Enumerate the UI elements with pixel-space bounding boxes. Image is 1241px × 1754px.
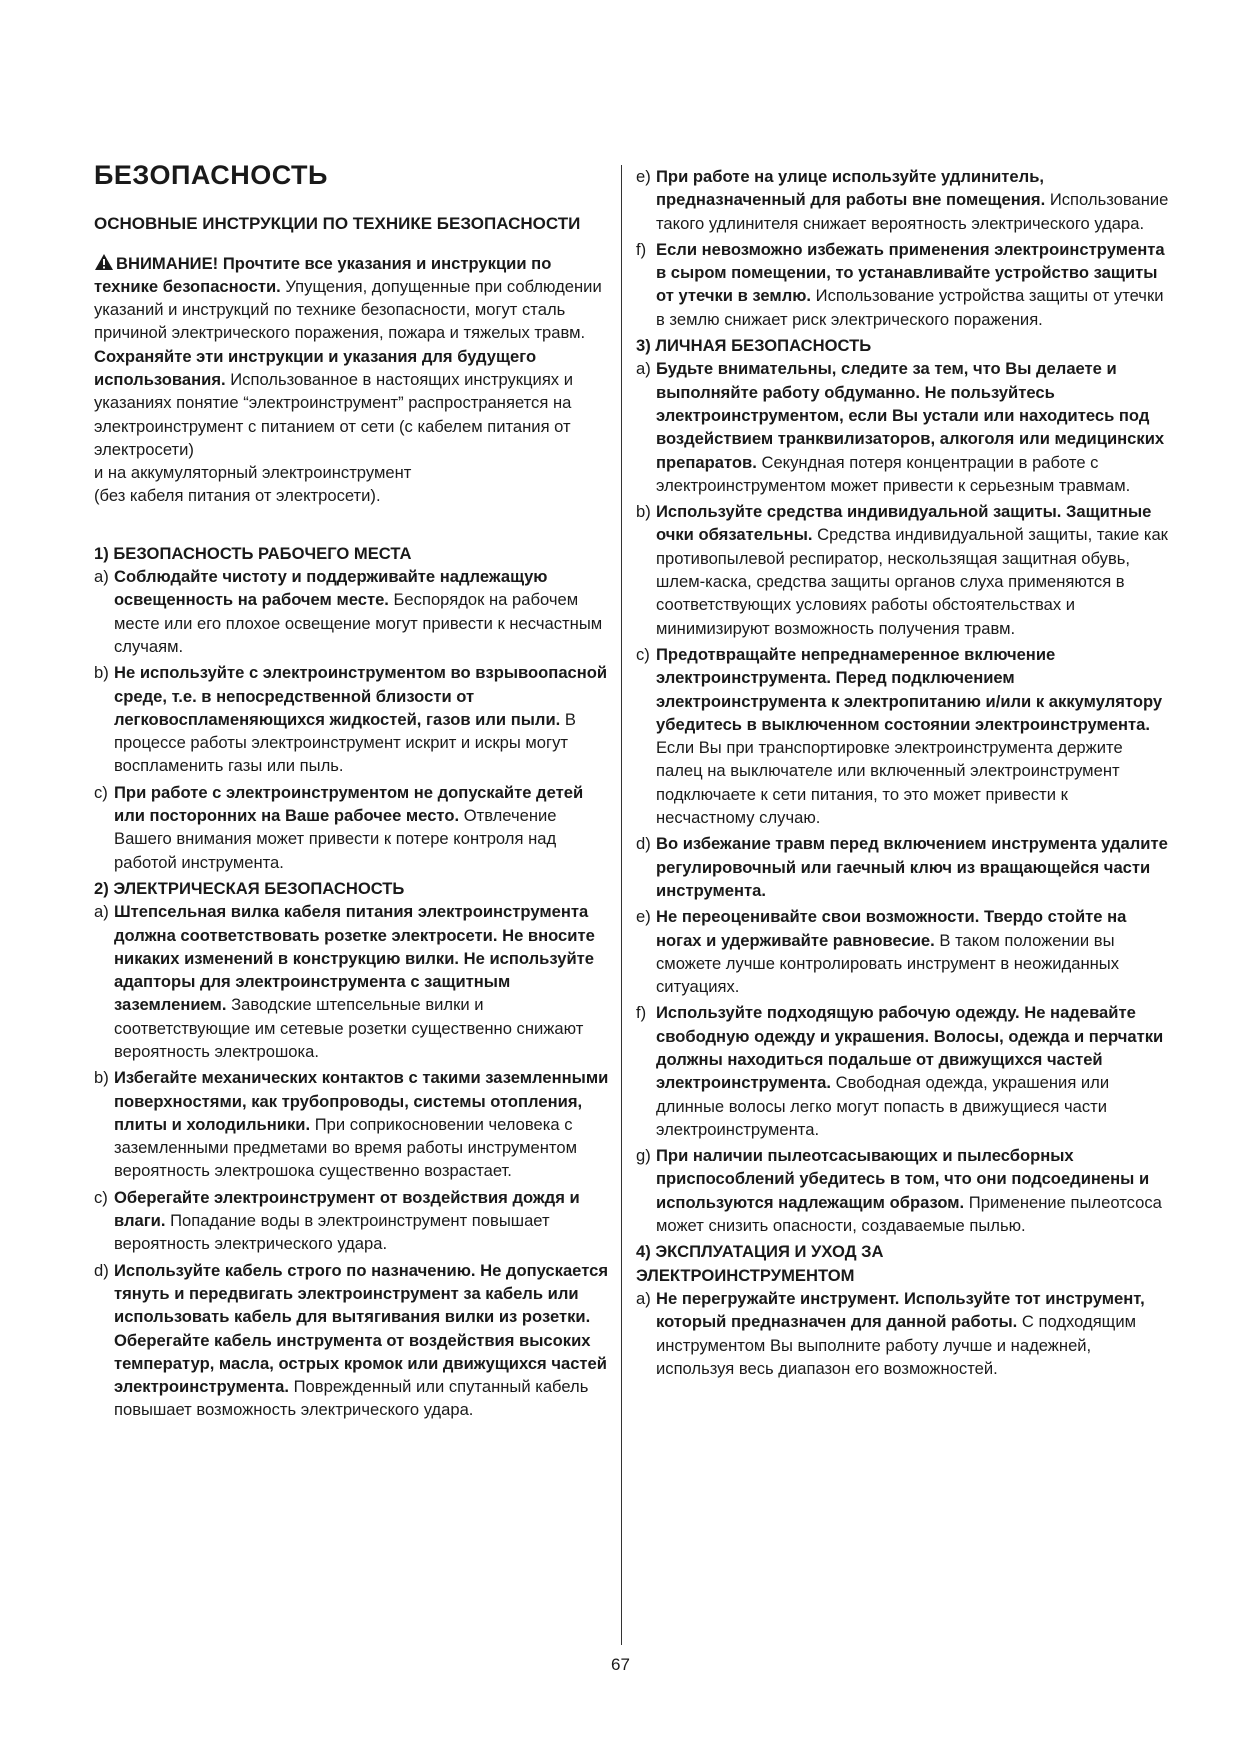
warning-icon: [94, 253, 114, 271]
item-bold: Штепсельная вилка кабеля питания электроинструмента должна соответствовать розетке электросети. Не вносите никаких изменений в конструкцию вилки. Не используйте адапторы для электроинструмента с защитным заземлением.: [114, 902, 595, 1015]
item-bold: Не перегружайте инструмент. Используйте тот инструмент, который предназначен для данной работы.: [656, 1288, 1145, 1332]
intro-bold: Сохраняйте эти инструкции и указания для будущего использования.: [94, 346, 537, 389]
section-title-line: ЭЛЕКТРОИНСТРУМЕНТОМ: [636, 1265, 855, 1285]
list-item: [94, 1186, 612, 1256]
item-text: Поврежденный или спутанный кабель повышает возможность электрического удара.: [114, 1377, 589, 1420]
item-bold: Используйте кабель строго по назначению. Не допускается тянуть и передвигать электроинструмент за кабель или использовать кабель для вытягивания вилки из розетки. Оберегайте кабель инструмента от воздействия высоких температур, масла, острых кромок или движущихся частей электроинструмента.: [114, 1260, 609, 1397]
warning-intro: [94, 252, 612, 508]
item-label: c): [94, 782, 108, 802]
section-title: 1) БЕЗОПАСНОСТЬ РАБОЧЕГО МЕСТА: [94, 543, 412, 563]
item-text: С подходящим инструментом Вы выполните работу лучше и надежней, используя весь диапазон его возможностей.: [656, 1312, 1137, 1378]
page-number: 67: [611, 1655, 630, 1674]
item-text: Заводские штепсельные вилки и соответствующие им сетевые розетки существенно снижают вероятность электрошока.: [114, 995, 584, 1061]
item-text: Свободная одежда, украшения или длинные волосы легко могут попасть в движущиеся части электроинструмента.: [656, 1073, 1110, 1139]
item-label: e): [636, 907, 651, 927]
list-item: [636, 905, 1170, 998]
section-title-line: 4) ЭКСПЛУАТАЦИЯ И УХОД ЗА: [636, 1242, 884, 1262]
list-item: [636, 500, 1170, 640]
intro-text: и на аккумуляторный электроинструмент: [94, 463, 412, 483]
item-bold: Будьте внимательны, следите за тем, что Вы делаете и выполняйте работу обдуманно. Не пользуйтесь электроинструментом, если Вы устали или находитесь под воздействием транквилизаторов, алкоголя или медицинских препаратов.: [656, 359, 1165, 472]
item-text: Использование устройства защиты от утечки в землю снижает риск электрического поражения.: [656, 286, 1164, 329]
list-item: [94, 661, 612, 777]
intro-text: Упущения, допущенные при соблюдении указаний и инструкций по технике безопасности, могут сталь причиной электрического поражения, пожара и тяжелых травм.: [94, 276, 602, 343]
item-text: В процессе работы электроинструмент искрит и искры могут воспламенить газы или пыль.: [114, 709, 576, 776]
item-bold: Избегайте механических контактов с такими заземленными поверхностями, как трубопроводы, системы отопления, плиты и холодильники.: [114, 1068, 609, 1134]
item-text: Средства индивидуальной защиты, такие как противопылевой респиратор, нескользящая защитная обувь, шлем-каска, средства защиты органов слуха применяются в соответствующих условиях работы обстоятельствах и минимизируют возможность получения травм.: [656, 525, 1168, 638]
item-text: В таком положении вы сможете лучше контролировать инструмент в неожиданных ситуациях.: [656, 930, 1120, 997]
item-bold: Если невозможно избежать применения электроинструмента в сыром помещении, то устанавливайте устройство защиты от утечки в землю.: [656, 239, 1165, 306]
item-bold: Используйте средства индивидуальной защиты. Защитные очки обязательны.: [656, 502, 1152, 545]
item-bold: Оберегайте электроинструмент от воздействия дождя и влаги.: [114, 1187, 580, 1231]
list-item: [94, 900, 612, 1063]
item-label: c): [636, 644, 650, 664]
list-item: [636, 1001, 1170, 1141]
item-label: c): [94, 1187, 108, 1207]
list-item: [94, 781, 612, 874]
warning-bold: ВНИМАНИЕ! Прочтите все указания и инструкции по технике безопасности.: [94, 253, 552, 296]
item-text: Использование такого удлинителя снижает вероятность электрического удара.: [656, 190, 1169, 233]
left-column: [94, 212, 612, 1425]
list-item: [636, 643, 1170, 829]
item-label: a): [94, 902, 109, 922]
list-item: [94, 1259, 612, 1422]
item-text: Попадание воды в электроинструмент повышает вероятность электрического удара.: [114, 1211, 550, 1254]
item-text: Секундная потеря концентрации в работе с электроинструментом может привести к серьезным травмам.: [656, 452, 1131, 495]
list-item: [636, 832, 1170, 902]
section-title: 3) ЛИЧНАЯ БЕЗОПАСНОСТЬ: [636, 336, 872, 356]
item-label: b): [636, 502, 651, 522]
page-title: БЕЗОПАСНОСТЬ: [94, 160, 328, 190]
list-item: [94, 565, 612, 658]
item-text: Отвлечение Вашего внимания может привести к потере контроля над работой инструмента.: [114, 806, 557, 872]
item-label: a): [636, 359, 651, 379]
list-item: [636, 165, 1170, 235]
item-label: e): [636, 167, 651, 186]
item-bold: При работе с электроинструментом не допускайте детей или посторонних на Ваше рабочее место.: [114, 782, 584, 826]
list-item: [636, 1287, 1170, 1380]
item-bold: При наличии пылеотсасывающих и пылесборных приспособлений убедитесь в том, что они подсоединены и используются надлежащим образом.: [656, 1146, 1150, 1212]
subheading: ОСНОВНЫЕ ИНСТРУКЦИИ ПО ТЕХНИКЕ БЕЗОПАСНОСТИ: [94, 214, 581, 233]
item-bold: При работе на улице используйте удлинитель, предназначенный для работы вне помещения.: [656, 167, 1046, 210]
item-label: b): [94, 1068, 109, 1088]
list-item: [94, 1066, 612, 1182]
item-label: f): [636, 239, 647, 259]
item-label: d): [636, 834, 651, 854]
item-text: При соприкосновении человека с заземленными предметами во время работы инструментом вероятность электрошока существенно возрастает.: [114, 1114, 577, 1181]
column-divider: [621, 165, 622, 1645]
section-title: [636, 1240, 1170, 1287]
item-text: Беспорядок на рабочем месте или его плохое освещение могут привести к несчастным случаям.: [114, 590, 603, 656]
list-item: [636, 1144, 1170, 1237]
item-bold: Соблюдайте чистоту и поддерживайте надлежащую освещенность на рабочем месте.: [114, 567, 548, 610]
item-label: b): [94, 663, 109, 683]
intro-text: Использованное в настоящих инструкциях и указаниях понятие “электроинструмент” распространяется на электроинструмент с питанием от сети (с кабелем питания от электросети): [94, 369, 573, 459]
item-text: Если Вы при транспортировке электроинструмента держите палец на выключателе или включенный электроинструмент подключаете к сети питания, то это может привести к несчастному случаю.: [656, 738, 1123, 828]
item-bold: Не используйте с электроинструментом во взрывоопасной среде, т.е. в непосредственной близости от легковоспламеняющихся жидкостей, газов или пыли.: [114, 663, 608, 729]
section-title: 2) ЭЛЕКТРИЧЕСКАЯ БЕЗОПАСНОСТЬ: [94, 878, 405, 898]
item-label: a): [636, 1288, 651, 1308]
intro-text: (без кабеля питания от электросети).: [94, 486, 381, 506]
item-label: a): [94, 567, 109, 587]
item-bold: Используйте подходящую рабочую одежду. Не надевайте свободную одежду и украшения. Волосы, одежда и перчатки должны находиться подальше от движущихся частей электроинструмента.: [656, 1003, 1164, 1093]
item-bold: Предотвращайте непреднамеренное включение электроинструмента. Перед подключением электроинструмента к электропитанию и/или к аккумулятору убедитесь в выключенном состоянии электроинструмента.: [656, 644, 1163, 734]
item-label: d): [94, 1260, 109, 1280]
list-item: [636, 357, 1170, 497]
item-bold: Не переоценивайте свои возможности. Твердо стойте на ногах и удерживайте равновесие.: [656, 907, 1127, 950]
item-bold: Во избежание травм перед включением инструмента удалите регулировочный или гаечный ключ из вращающейся части инструмента.: [656, 834, 1168, 900]
item-text: Применение пылеотсоса может снизить опасности, создаваемые пылью.: [656, 1192, 1162, 1236]
item-label: g): [636, 1146, 651, 1166]
item-label: f): [636, 1003, 647, 1023]
right-column: [636, 165, 1170, 1383]
list-item: [636, 238, 1170, 331]
